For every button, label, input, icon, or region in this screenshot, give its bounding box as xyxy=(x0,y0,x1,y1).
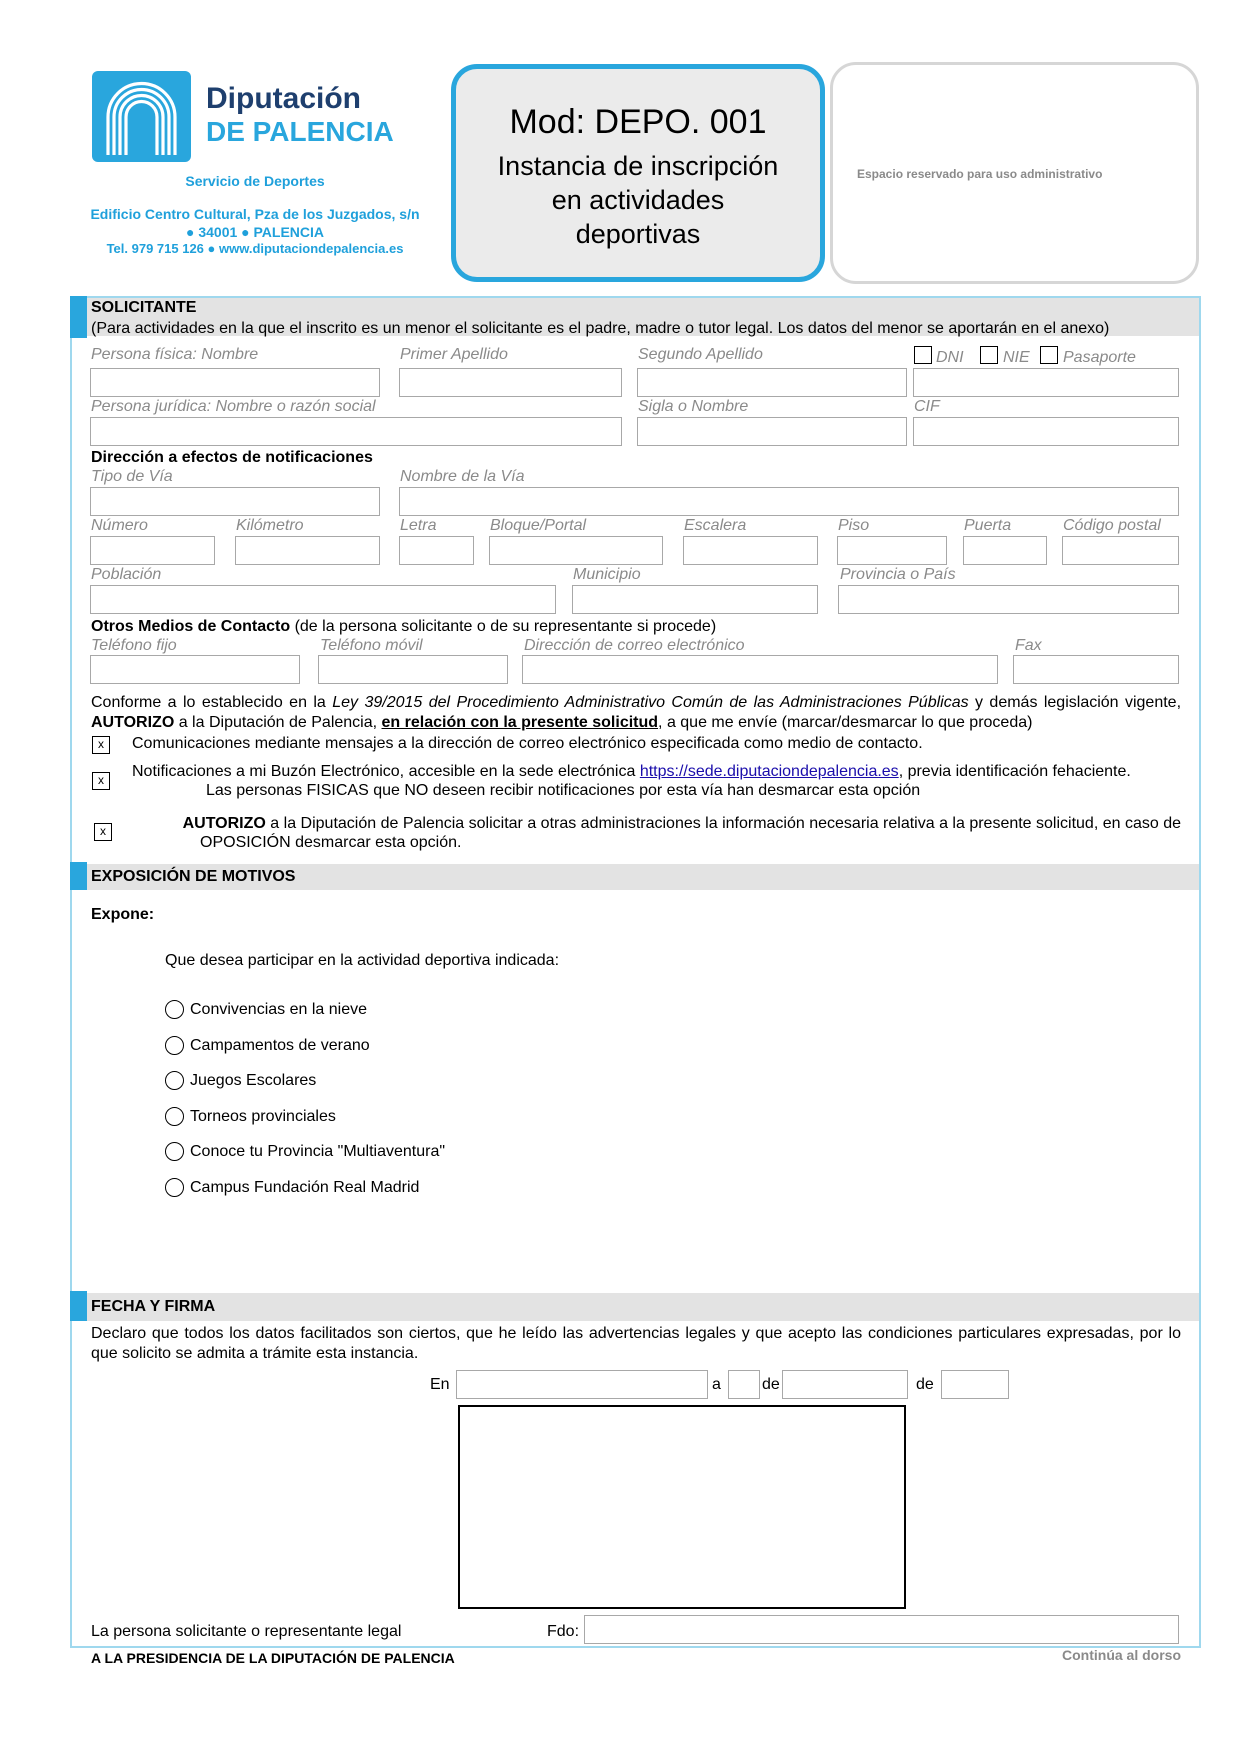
autorizo-bold: AUTORIZO xyxy=(91,714,175,731)
model-description-line: deportivas xyxy=(575,219,701,249)
escalera-input[interactable] xyxy=(683,536,818,565)
section-marker xyxy=(70,862,87,890)
ley-reference: Ley 39/2015 del Procedimiento Administrativo Común de las Administraciones Públicas xyxy=(332,694,969,711)
footer-continues: Continúa al dorso xyxy=(1062,1647,1181,1663)
activity-radio[interactable] xyxy=(165,1036,184,1055)
documento-input[interactable] xyxy=(913,368,1179,397)
label-telefono-fijo: Teléfono fijo xyxy=(91,637,177,654)
contact-line: Tel. 979 715 126 ● www.diputaciondepalencia.es xyxy=(106,241,404,256)
activity-option: Campamentos de verano xyxy=(190,1037,370,1054)
cif-input[interactable] xyxy=(913,417,1179,446)
buzon-electronico-checkbox[interactable]: x xyxy=(92,772,110,790)
fax-input[interactable] xyxy=(1013,655,1179,684)
expone-intro: Que desea participar en la actividad deportiva indicada: xyxy=(165,952,560,969)
autorizacion-paragraph xyxy=(91,693,1181,733)
section-title-exposicion: EXPOSICIÓN DE MOTIVOS xyxy=(91,868,296,885)
solicitante-label: La persona solicitante o representante legal xyxy=(91,1623,402,1640)
model-description xyxy=(456,149,820,251)
label-fax: Fax xyxy=(1015,637,1042,654)
autorizacion-text: , a que me envíe (marcar/desmarcar lo que proceda) xyxy=(658,714,1033,731)
solicitante-note: (Para actividades en la que el inscrito es un menor el solicitante es el padre, madre o tutor legal. Los datos del menor se aportarán en el anexo) xyxy=(91,320,1110,337)
section-header-firma xyxy=(72,1293,1199,1321)
model-code: Mod: DEPO. 001 xyxy=(509,103,767,141)
buzon-electronico-label xyxy=(132,763,1131,781)
dia-input[interactable] xyxy=(728,1370,760,1399)
label-a: a xyxy=(712,1376,721,1393)
label-email: Dirección de correo electrónico xyxy=(524,637,745,654)
razon-social-input[interactable] xyxy=(90,417,622,446)
telefono-movil-input[interactable] xyxy=(318,655,508,684)
label-de: de xyxy=(916,1376,934,1393)
label-poblacion: Población xyxy=(91,566,162,583)
activity-radio[interactable] xyxy=(165,1107,184,1126)
footer-addressee: A LA PRESIDENCIA DE LA DIPUTACIÓN DE PALENCIA xyxy=(91,1650,455,1666)
puerta-input[interactable] xyxy=(963,536,1047,565)
municipio-input[interactable] xyxy=(572,585,818,614)
relacion-solicitud: en relación con la presente solicitud xyxy=(381,714,659,731)
label-municipio: Municipio xyxy=(573,566,641,583)
nombre-input[interactable] xyxy=(90,368,380,397)
poblacion-input[interactable] xyxy=(90,585,556,614)
label-telefono-movil: Teléfono móvil xyxy=(320,637,423,654)
label-en: En xyxy=(430,1376,450,1393)
label-tipo-via: Tipo de Vía xyxy=(91,468,173,485)
autorizo-consulta-text: a la Diputación de Palencia solicitar a otras administraciones la información necesaria relativa a la presente solicitud, en caso de xyxy=(265,815,1181,832)
firma-declaration: Declaro que todos los datos facilitados son ciertos, que he leído las advertencias legales y que acepto las condiciones particulares expresadas, por lo que solicito se admita a trámite esta instancia. xyxy=(91,1325,1181,1362)
label-piso: Piso xyxy=(838,517,870,534)
label-kilometro: Kilómetro xyxy=(236,517,304,534)
label-provincia: Provincia o País xyxy=(840,566,956,583)
piso-input[interactable] xyxy=(837,536,947,565)
primer-apellido-input[interactable] xyxy=(399,368,622,397)
expone-label: Expone: xyxy=(91,906,155,923)
label-persona-juridica: Persona jurídica: Nombre o razón social xyxy=(91,398,376,415)
provincia-input[interactable] xyxy=(838,585,1179,614)
anio-input[interactable] xyxy=(941,1370,1009,1399)
buzon-text: , previa identificación fehaciente. xyxy=(898,763,1131,780)
activity-radio[interactable] xyxy=(165,1000,184,1019)
section-title-solicitante: SOLICITANTE xyxy=(91,299,197,316)
autorizo-bold: AUTORIZO xyxy=(182,815,266,832)
contacto-title xyxy=(91,618,716,636)
activity-option: Convivencias en la nieve xyxy=(190,1001,367,1018)
activity-option: Campus Fundación Real Madrid xyxy=(190,1179,420,1196)
admin-reserved-label: Espacio reservado para uso administrativo xyxy=(857,167,1103,181)
label-nombre-via: Nombre de la Vía xyxy=(400,468,525,485)
logo-title-line1: Diputación xyxy=(206,82,361,115)
dni-checkbox[interactable] xyxy=(914,346,932,364)
activity-radio[interactable] xyxy=(165,1178,184,1197)
address-line1: Edificio Centro Cultural, Pza de los Juzgados, s/n xyxy=(90,206,420,222)
autorizacion-text: a la Diputación de Palencia, xyxy=(174,714,382,731)
pasaporte-checkbox[interactable] xyxy=(1040,346,1058,364)
arches-icon xyxy=(92,71,191,162)
logo-title-line2: DE PALENCIA xyxy=(206,116,394,147)
activity-radio[interactable] xyxy=(165,1142,184,1161)
direccion-title: Dirección a efectos de notificaciones xyxy=(91,449,373,466)
email-input[interactable] xyxy=(522,655,998,684)
label-pasaporte: Pasaporte xyxy=(1063,349,1136,366)
bloque-input[interactable] xyxy=(489,536,663,565)
segundo-apellido-input[interactable] xyxy=(637,368,907,397)
label-de: de xyxy=(762,1376,780,1393)
section-marker xyxy=(70,296,87,338)
label-letra: Letra xyxy=(400,517,437,534)
activity-radio[interactable] xyxy=(165,1071,184,1090)
label-fdo: Fdo: xyxy=(547,1623,580,1640)
letra-input[interactable] xyxy=(399,536,474,565)
autorizacion-text: y demás legislación vigente, xyxy=(968,694,1182,711)
contacto-title-bold: Otros Medios de Contacto xyxy=(91,618,291,635)
comunicaciones-email-label: Comunicaciones mediante mensajes a la dirección de correo electrónico especificada como medio de contacto. xyxy=(132,735,923,752)
section-marker xyxy=(70,1291,87,1321)
autorizo-consulta-checkbox[interactable]: x xyxy=(94,823,112,841)
activity-option: Conoce tu Provincia "Multiaventura" xyxy=(190,1143,446,1160)
lugar-input[interactable] xyxy=(456,1370,708,1399)
signature-box[interactable] xyxy=(458,1405,906,1609)
address-line2: ● 34001 ● PALENCIA xyxy=(185,224,325,240)
numero-input[interactable] xyxy=(90,536,215,565)
section-title-firma: FECHA Y FIRMA xyxy=(91,1298,216,1315)
fdo-input[interactable] xyxy=(584,1615,1179,1644)
sigla-input[interactable] xyxy=(637,417,907,446)
model-description-line: en actividades xyxy=(551,185,725,215)
label-codigo-postal: Código postal xyxy=(1063,517,1161,534)
label-primer-apellido: Primer Apellido xyxy=(400,346,508,363)
label-segundo-apellido: Segundo Apellido xyxy=(638,346,763,363)
label-dni: DNI xyxy=(936,349,964,366)
buzon-text: Notificaciones a mi Buzón Electrónico, accesible en la sede electrónica xyxy=(132,763,640,780)
label-numero: Número xyxy=(91,517,148,534)
admin-reserved-box xyxy=(830,62,1199,284)
model-description-line: Instancia de inscripción xyxy=(497,151,779,181)
label-escalera: Escalera xyxy=(684,517,747,534)
nombre-via-input[interactable] xyxy=(399,487,1179,516)
sede-electronica-link[interactable]: https://sede.diputaciondepalencia.es xyxy=(639,763,899,780)
tipo-via-input[interactable] xyxy=(90,487,380,516)
label-nombre: Persona física: Nombre xyxy=(91,346,259,363)
form-model-box xyxy=(451,64,825,282)
label-nie: NIE xyxy=(1003,349,1030,366)
codigo-postal-input[interactable] xyxy=(1062,536,1179,565)
label-puerta: Puerta xyxy=(964,517,1012,534)
activity-option: Torneos provinciales xyxy=(190,1108,336,1125)
service-name: Servicio de Deportes xyxy=(185,173,325,189)
label-cif: CIF xyxy=(914,398,940,415)
kilometro-input[interactable] xyxy=(235,536,380,565)
label-sigla: Sigla o Nombre xyxy=(638,398,749,415)
comunicaciones-email-checkbox[interactable]: x xyxy=(92,736,110,754)
logo-emblem xyxy=(92,71,191,162)
contacto-title-rest: (de la persona solicitante o de su representante si procede) xyxy=(290,618,717,635)
activity-option: Juegos Escolares xyxy=(190,1072,317,1089)
autorizo-consulta-label xyxy=(126,815,1181,833)
nie-checkbox[interactable] xyxy=(980,346,998,364)
autorizo-consulta-note: OPOSICIÓN desmarcar esta opción. xyxy=(200,834,462,851)
telefono-fijo-input[interactable] xyxy=(90,655,300,684)
autorizacion-text: Conforme a lo establecido en la xyxy=(91,694,333,711)
buzon-electronico-note: Las personas FISICAS que NO deseen recibir notificaciones por esta vía han desmarcar esta opción xyxy=(206,782,921,799)
label-bloque: Bloque/Portal xyxy=(490,517,587,534)
mes-input[interactable] xyxy=(782,1370,908,1399)
